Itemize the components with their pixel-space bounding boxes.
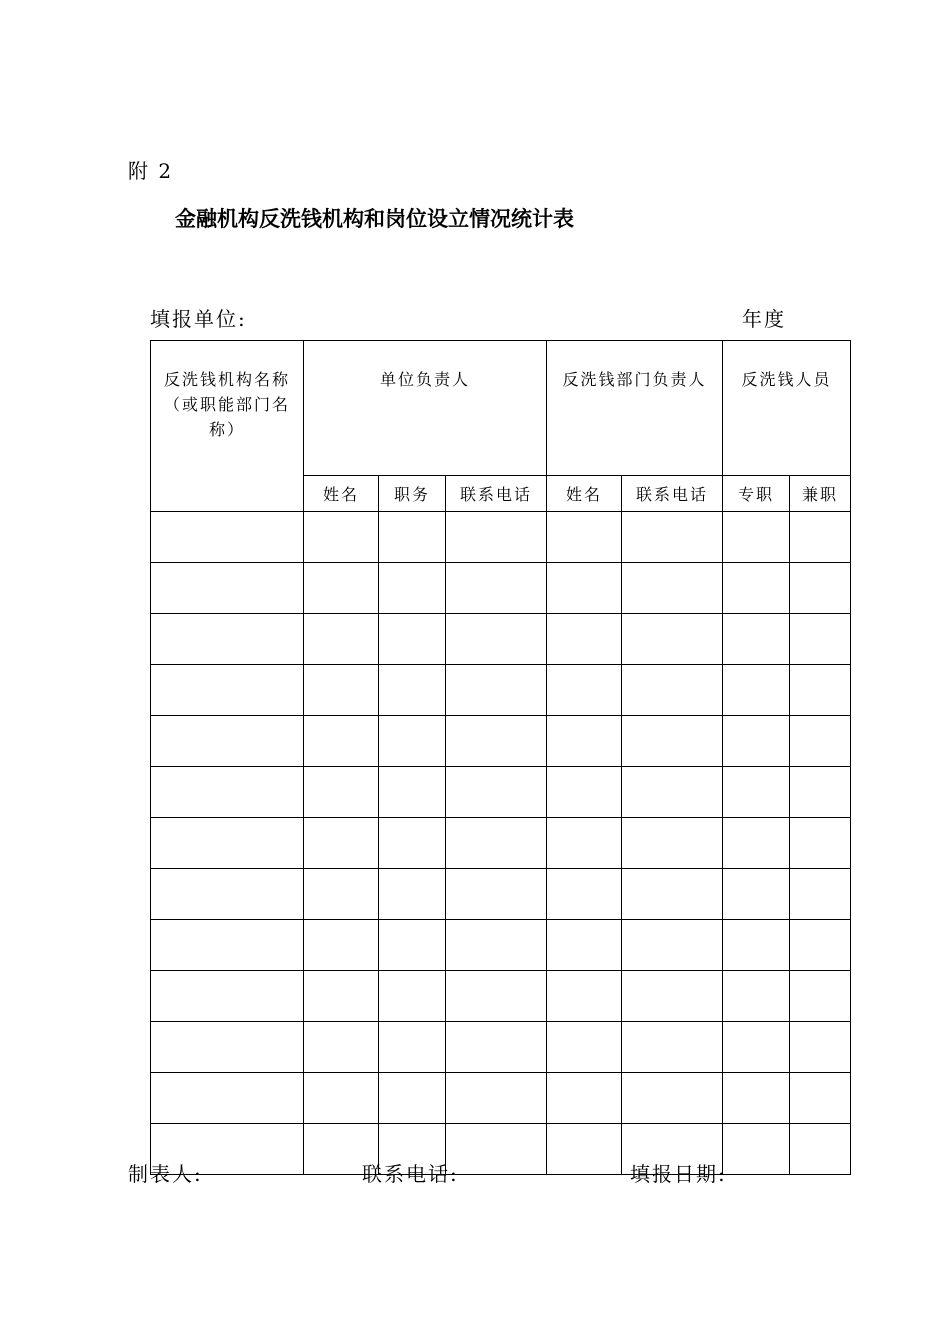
table-cell[interactable] — [304, 920, 379, 971]
table-row — [151, 869, 851, 920]
table-cell[interactable] — [790, 818, 851, 869]
table-cell[interactable] — [622, 818, 723, 869]
table-cell[interactable] — [304, 971, 379, 1022]
table-cell[interactable] — [790, 614, 851, 665]
table-cell[interactable] — [723, 767, 790, 818]
table-cell[interactable] — [379, 665, 446, 716]
table-cell[interactable] — [790, 1022, 851, 1073]
table-row — [151, 614, 851, 665]
unit-head-group-header: 单位负责人 — [304, 341, 547, 476]
table-cell[interactable] — [446, 920, 547, 971]
table-cell[interactable] — [790, 1124, 851, 1175]
staff-parttime-header: 兼职 — [790, 476, 851, 512]
table-cell[interactable] — [379, 818, 446, 869]
table-cell[interactable] — [446, 1124, 547, 1175]
table-cell[interactable] — [446, 971, 547, 1022]
table-cell[interactable] — [622, 1073, 723, 1124]
table-cell[interactable] — [304, 818, 379, 869]
table-cell[interactable] — [151, 1022, 304, 1073]
staff-fulltime-header: 专职 — [723, 476, 790, 512]
table-cell[interactable] — [379, 1022, 446, 1073]
table-cell[interactable] — [547, 716, 622, 767]
table-cell[interactable] — [151, 512, 304, 563]
table-cell[interactable] — [622, 920, 723, 971]
table-cell[interactable] — [379, 512, 446, 563]
preparer-label: 制表人: — [128, 1162, 203, 1186]
table-cell[interactable] — [151, 563, 304, 614]
table-cell[interactable] — [379, 767, 446, 818]
table-cell[interactable] — [304, 1073, 379, 1124]
header-row-groups — [151, 341, 851, 476]
table-cell[interactable] — [547, 971, 622, 1022]
table-cell[interactable] — [547, 869, 622, 920]
table-cell[interactable] — [622, 1022, 723, 1073]
table-cell[interactable] — [622, 614, 723, 665]
statistics-table — [150, 340, 851, 1175]
table-cell[interactable] — [379, 971, 446, 1022]
table-cell[interactable] — [547, 665, 622, 716]
year-label: 年度 — [742, 307, 786, 331]
table-cell[interactable] — [723, 614, 790, 665]
table-cell[interactable] — [723, 563, 790, 614]
table-row — [151, 767, 851, 818]
table-cell[interactable] — [151, 920, 304, 971]
annex-label: 附 2 — [128, 159, 174, 183]
table-cell[interactable] — [151, 971, 304, 1022]
table-cell[interactable] — [304, 869, 379, 920]
table-cell[interactable] — [547, 1073, 622, 1124]
table-cell[interactable] — [304, 563, 379, 614]
table-cell[interactable] — [379, 563, 446, 614]
table-cell[interactable] — [723, 1022, 790, 1073]
table-cell[interactable] — [446, 563, 547, 614]
table-cell[interactable] — [622, 869, 723, 920]
org-name-header: 反洗钱机构名称（或职能部门名称） — [151, 341, 304, 512]
table-cell[interactable] — [723, 920, 790, 971]
table-cell[interactable] — [151, 869, 304, 920]
table-cell[interactable] — [723, 971, 790, 1022]
fill-unit-label: 填报单位: — [150, 307, 247, 331]
table-cell[interactable] — [379, 716, 446, 767]
unit-head-name-header: 姓名 — [304, 476, 379, 512]
table-cell[interactable] — [622, 767, 723, 818]
aml-staff-group-header: 反洗钱人员 — [723, 341, 851, 476]
table-cell[interactable] — [723, 1073, 790, 1124]
table-cell[interactable] — [790, 869, 851, 920]
fill-date-label: 填报日期: — [630, 1162, 727, 1186]
table-cell[interactable] — [622, 563, 723, 614]
table-cell[interactable] — [547, 920, 622, 971]
contact-phone-label: 联系电话: — [362, 1162, 459, 1186]
table-cell[interactable] — [547, 1022, 622, 1073]
table-cell[interactable] — [622, 716, 723, 767]
table-row — [151, 971, 851, 1022]
table-row — [151, 920, 851, 971]
table-cell[interactable] — [446, 665, 547, 716]
table-cell[interactable] — [547, 512, 622, 563]
table-cell[interactable] — [151, 767, 304, 818]
table-cell[interactable] — [723, 818, 790, 869]
table-cell[interactable] — [304, 614, 379, 665]
dept-head-phone-header: 联系电话 — [622, 476, 723, 512]
table-cell[interactable] — [446, 512, 547, 563]
table-row — [151, 818, 851, 869]
table-row — [151, 716, 851, 767]
table-cell[interactable] — [723, 1124, 790, 1175]
table-cell[interactable] — [304, 1022, 379, 1073]
table-cell[interactable] — [446, 818, 547, 869]
table-cell[interactable] — [379, 614, 446, 665]
table-cell[interactable] — [151, 614, 304, 665]
table-cell[interactable] — [547, 563, 622, 614]
table-cell[interactable] — [547, 818, 622, 869]
dept-head-name-header: 姓名 — [547, 476, 622, 512]
table-cell[interactable] — [151, 716, 304, 767]
table-cell[interactable] — [446, 1073, 547, 1124]
table-cell[interactable] — [723, 716, 790, 767]
table-cell[interactable] — [790, 920, 851, 971]
table-row — [151, 665, 851, 716]
table-cell[interactable] — [446, 767, 547, 818]
unit-head-position-header: 职务 — [379, 476, 446, 512]
table-cell[interactable] — [304, 512, 379, 563]
aml-dept-head-group-header: 反洗钱部门负责人 — [547, 341, 723, 476]
unit-head-phone-header: 联系电话 — [446, 476, 547, 512]
table-row — [151, 512, 851, 563]
table-row — [151, 1022, 851, 1073]
table-cell[interactable] — [790, 716, 851, 767]
table-cell[interactable] — [547, 767, 622, 818]
table-cell[interactable] — [723, 512, 790, 563]
table-row — [151, 563, 851, 614]
table-cell[interactable] — [723, 665, 790, 716]
table-row — [151, 1124, 851, 1175]
table-cell[interactable] — [151, 818, 304, 869]
table-cell[interactable] — [151, 1073, 304, 1124]
table-cell[interactable] — [304, 716, 379, 767]
table-cell[interactable] — [446, 614, 547, 665]
table-cell[interactable] — [790, 665, 851, 716]
table-cell[interactable] — [790, 512, 851, 563]
table-cell[interactable] — [379, 869, 446, 920]
table-cell[interactable] — [622, 512, 723, 563]
table-cell[interactable] — [723, 869, 790, 920]
table-cell[interactable] — [622, 971, 723, 1022]
table-cell[interactable] — [379, 920, 446, 971]
table-row — [151, 1073, 851, 1124]
table-cell[interactable] — [790, 971, 851, 1022]
table-cell[interactable] — [379, 1073, 446, 1124]
table-cell[interactable] — [790, 767, 851, 818]
table-cell[interactable] — [547, 614, 622, 665]
table-cell[interactable] — [446, 716, 547, 767]
table-cell[interactable] — [304, 767, 379, 818]
table-cell[interactable] — [622, 665, 723, 716]
table-cell[interactable] — [304, 665, 379, 716]
table-cell[interactable] — [790, 1073, 851, 1124]
table-cell[interactable] — [790, 563, 851, 614]
table-cell[interactable] — [547, 1124, 622, 1175]
form-title: 金融机构反洗钱机构和岗位设立情况统计表 — [175, 207, 574, 231]
table-cell[interactable] — [446, 1022, 547, 1073]
table-cell[interactable] — [446, 869, 547, 920]
table-cell[interactable] — [151, 665, 304, 716]
